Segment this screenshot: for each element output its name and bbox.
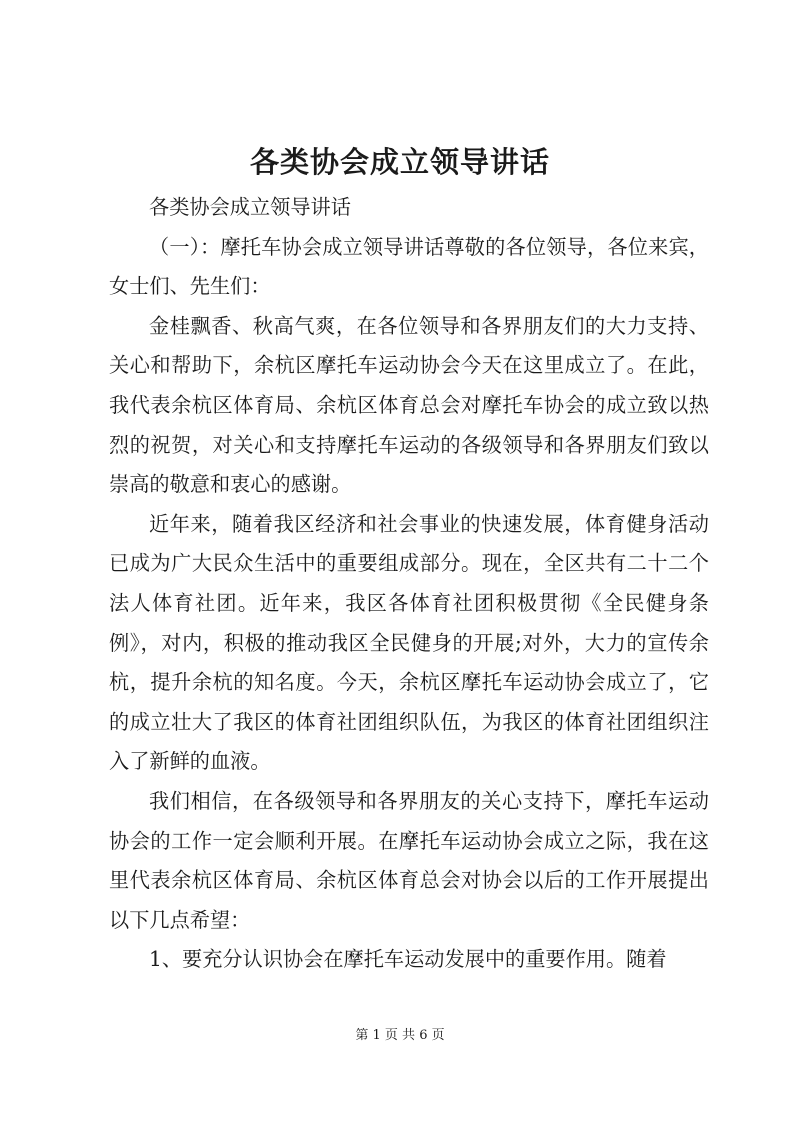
document-body — [109, 188, 709, 980]
page-number-footer: 第 1 页 共 6 页 — [355, 1028, 445, 1043]
paragraph: 1、要充分认识协会在摩托车运动发展中的重要作用。随着 — [149, 947, 667, 972]
paragraph: 我们相信，在各级领导和各界朋友的关心支持下，摩托车运动协会的工作一定会顺利开展。在摩托车运动协会成立之际，我在这里代表余杭区体育局、余杭区体育总会对协会以后的工作开展提出以下几点希望： — [109, 788, 709, 932]
paragraph: 近年来，随着我区经济和社会事业的快速发展，体育健身活动已成为广大民众生活中的重要组成部分。现在，全区共有二十二个法人体育社团。近年来，我区各体育社团积极贯彻《全民健身条例》，对内，积极的推动我区全民健身的开展;对外，大力的宣传余杭，提升余杭的知名度。今天，余杭区摩托车运动协会成立了，它的成立壮大了我区的体育社团组织队伍，为我区的体育社团组织注入了新鲜的血液。 — [109, 511, 709, 774]
paragraph: 金桂飘香、秋高气爽，在各位领导和各界朋友们的大力支持、关心和帮助下，余杭区摩托车运动协会今天在这里成立了。在此，我代表余杭区体育局、余杭区体育总会对摩托车协会的成立致以热烈的祝贺，对关心和支持摩托车运动的各级领导和各界朋友们致以崇高的敬意和衷心的感谢。 — [109, 313, 709, 497]
document-subtitle: 各类协会成立领导讲话 — [149, 195, 351, 219]
paragraph-salutation: （一）：摩托车协会成立领导讲话尊敬的各位领导，各位来宾，女士们、先生们： — [109, 234, 709, 299]
document-title: 各类协会成立领导讲话 — [249, 145, 550, 179]
